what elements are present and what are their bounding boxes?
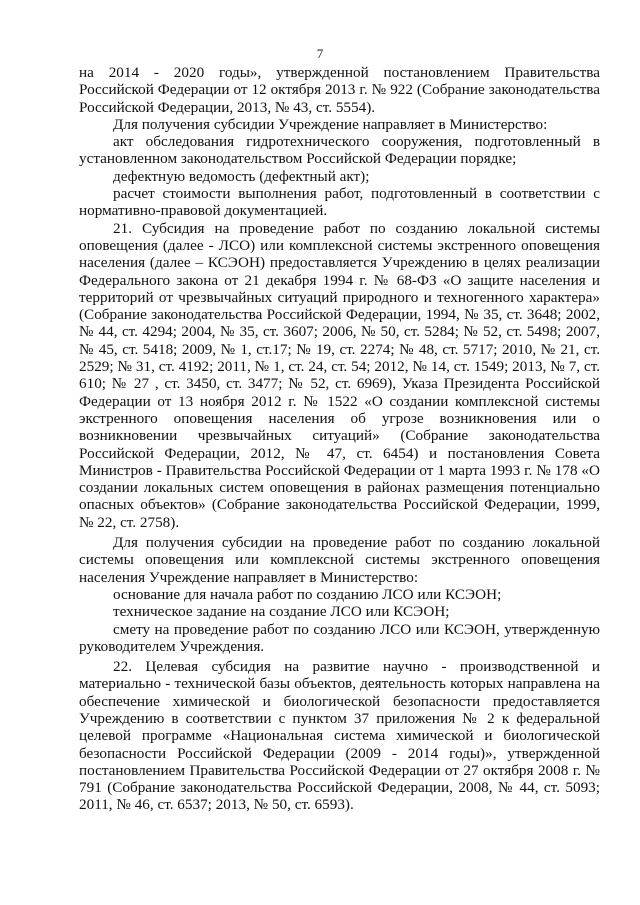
- paragraph-lso-basis: основание для начала работ по созданию ЛСО или КСЭОН;: [113, 585, 502, 603]
- paragraph-continuation: на 2014 - 2020 годы», утвержденной постановлением Правительства Российской Федерации от 12 октября 2013 г. № 922 (Собрание законодательства Российской Федерации, 2013, № 43, ст. 5554).: [79, 64, 600, 116]
- paragraph-defect-statement: дефектную ведомость (дефектный акт);: [113, 167, 370, 185]
- paragraph-lso-estimate: смету на проведение работ по созданию ЛСО или КСЭОН, утвержденную руководителем Учреждения.: [79, 620, 600, 655]
- page-number: 7: [316, 46, 324, 61]
- paragraph-cost-calculation: расчет стоимости выполнения работ, подготовленный в соответствии с нормативно-правовой документацией.: [79, 185, 600, 220]
- paragraph-lso-technical-task: техническое задание на создание ЛСО или КСЭОН;: [113, 603, 450, 621]
- paragraph-item-22: 22. Целевая субсидия на развитие научно - производственной и материально - технической базы объектов, деятельность которых направлена на обеспечение химической и биологической безопасности предоставляется Учреждению в соответствии с пунктом 37 приложения № 2 к федеральной целевой программе «Национальная система химической и биологической безопасности Российской Федерации (2009 - 2014 годы)», утвержденной постановлением Правительства Российской Федерации от 27 октября 2008 г. № 791 (Собрание законодательства Российской Федерации, 2008, № 44, ст. 5093; 2011, № 46, ст. 6537; 2013, № 50, ст. 6593).: [79, 658, 600, 814]
- paragraph-lso-request-intro: Для получения субсидии на проведение работ по созданию локальной системы оповещения или комплексной системы экстренного оповещения населения Учреждение направляет в Министерство:: [79, 534, 600, 586]
- document-body: [79, 64, 600, 814]
- paragraph-subsidy-request-intro: Для получения субсидии Учреждение направляет в Министерство:: [113, 115, 548, 133]
- paragraph-item-21: 21. Субсидия на проведение работ по созданию локальной системы оповещения (далее - ЛСО) или комплексной системы экстренного оповещения населения (далее – КСЭОН) предоставляется Учреждению в целях реализации Федерального закона от 21 декабря 1994 г. № 68-ФЗ «О защите населения и территорий от чрезвычайных ситуаций природного и техногенного характера» (Собрание законодательства Российской Федерации, 1994, № 35, ст. 3648; 2002, № 44, ст. 4294; 2004, № 35, ст. 3607; 2006, № 50, ст. 5284; № 52, ст. 5498; 2007, № 45, ст. 5418; 2009, № 1, ст.17; № 19, ст. 2274; № 48, ст. 5717; 2010, № 21, ст. 2529; № 31, ст. 4192; 2011, № 1, ст. 24, ст. 54; 2012, № 14, ст. 1549; 2013, № 7, ст. 610; № 27 , ст. 3450, ст. 3477; № 52, ст. 6969), Указа Президента Российской Федерации от 13 ноября 2012 г. № 1522 «О создании комплексной системы экстренного оповещения населения об угрозе возникновения или о возникновении чрезвычайных ситуаций» (Собрание законодательства Российской Федерации, 2012, № 47, ст. 6454) и постановления Совета Министров - Правительства Российской Федерации от 1 марта 1993 г. № 178 «О создании локальных систем оповещения в районах размещения потенциально опасных объектов» (Собрание законодательства Российской Федерации, 1999, № 22, ст. 2758).: [79, 219, 600, 531]
- paragraph-inspection-act: акт обследования гидротехнического сооружения, подготовленный в установленном законодательством Российской Федерации порядке;: [79, 133, 600, 168]
